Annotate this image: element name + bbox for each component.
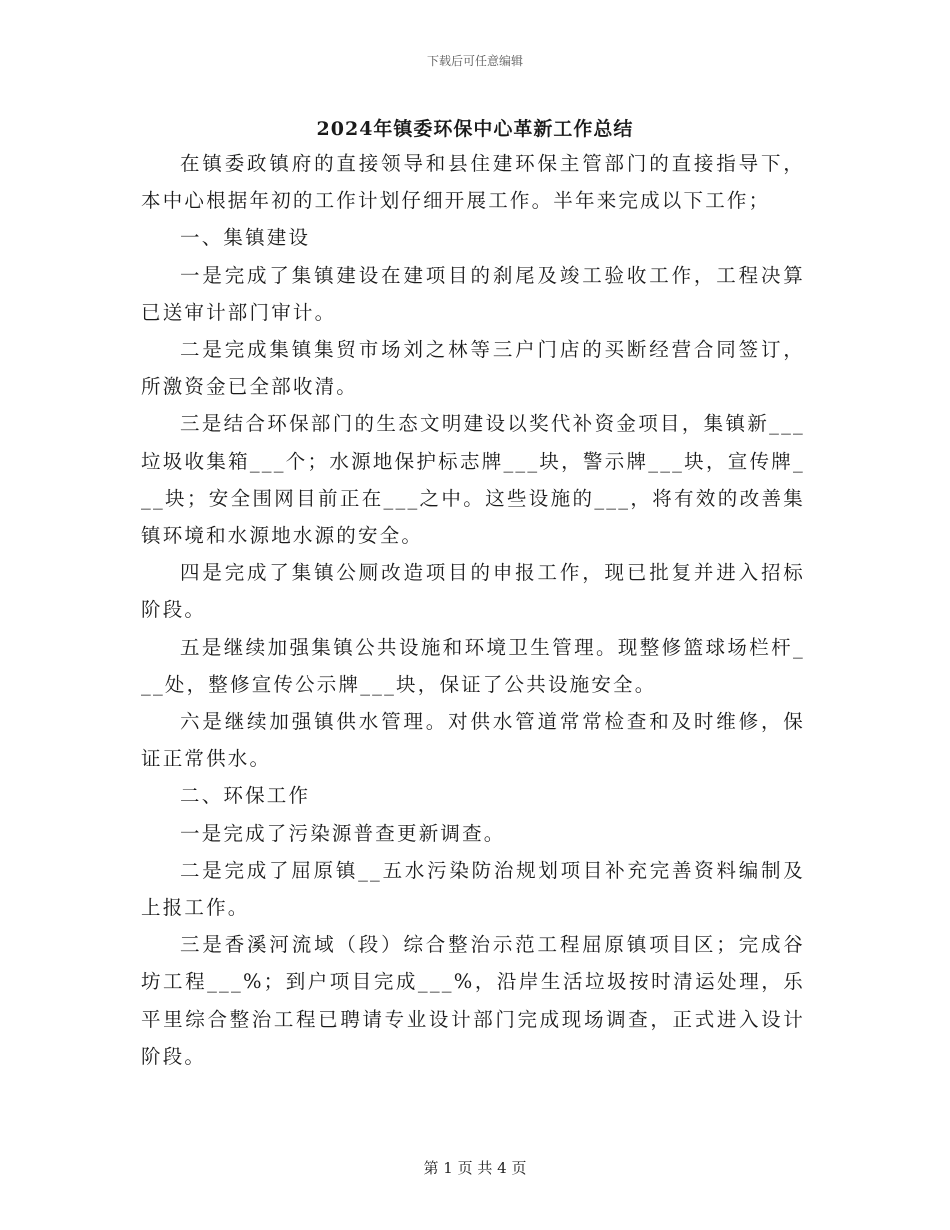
paragraph-env-item-1: 一是完成了污染源普查更新调查。 (180, 821, 506, 845)
page-footer: 第 1 页 共 4 页 (423, 1159, 527, 1177)
paragraph-item-4: 四是完成了集镇公厕改造项目的申报工作，现已批复并进入招标阶段。 (141, 561, 805, 622)
paragraph-env-item-2: 二是完成了屈原镇__五水污染防治规划项目补充完善资料编制及上报工作。 (141, 858, 805, 920)
paragraph-env-item-3: 三是香溪河流域（段）综合整治示范工程屈原镇项目区；完成谷坊工程___%；到户项目完成___%，沿岸生活垃圾按时清运处理，乐平里综合整治工程已聘请专业设计部门完成现场调查，正式进入设计阶段。 (141, 933, 805, 1068)
section-heading-town-construction: 一、集镇建设 (180, 226, 311, 250)
paragraph-item-3: 三是结合环保部门的生态文明建设以奖代补资金项目，集镇新___垃圾收集箱___个；水源地保护标志牌___块，警示牌___块，宣传牌___块；安全围网目前正在___之中。这些设施的___，将有效的改善集镇环境和水源地水源的安全。 (141, 412, 805, 548)
paragraph-item-6: 六是继续加强镇供水管理。对供水管道常常检查和及时维修，保证正常供水。 (141, 710, 805, 771)
paragraph-item-2: 二是完成集镇集贸市场刘之林等三户门店的买断经营合同签订，所激资金已全部收清。 (141, 338, 805, 399)
paragraph-item-5: 五是继续加强集镇公共设施和环境卫生管理。现整修篮球场栏杆___处，整修宣传公示牌___块，保证了公共设施安全。 (141, 635, 805, 696)
document-body (141, 145, 805, 1075)
document-title: 2024年镇委环保中心革新工作总结 (316, 118, 634, 140)
paragraph-intro: 在镇委政镇府的直接领导和县住建环保主管部门的直接指导下，本中心根据年初的工作计划仔细开展工作。半年来完成以下工作； (141, 152, 805, 213)
section-heading-environmental-work: 二、环保工作 (180, 784, 311, 808)
paragraph-item-1: 一是完成了集镇建设在建项目的刹尾及竣工验收工作，工程决算已送审计部门审计。 (141, 263, 805, 324)
page-header: 下载后可任意编辑 (426, 54, 523, 68)
